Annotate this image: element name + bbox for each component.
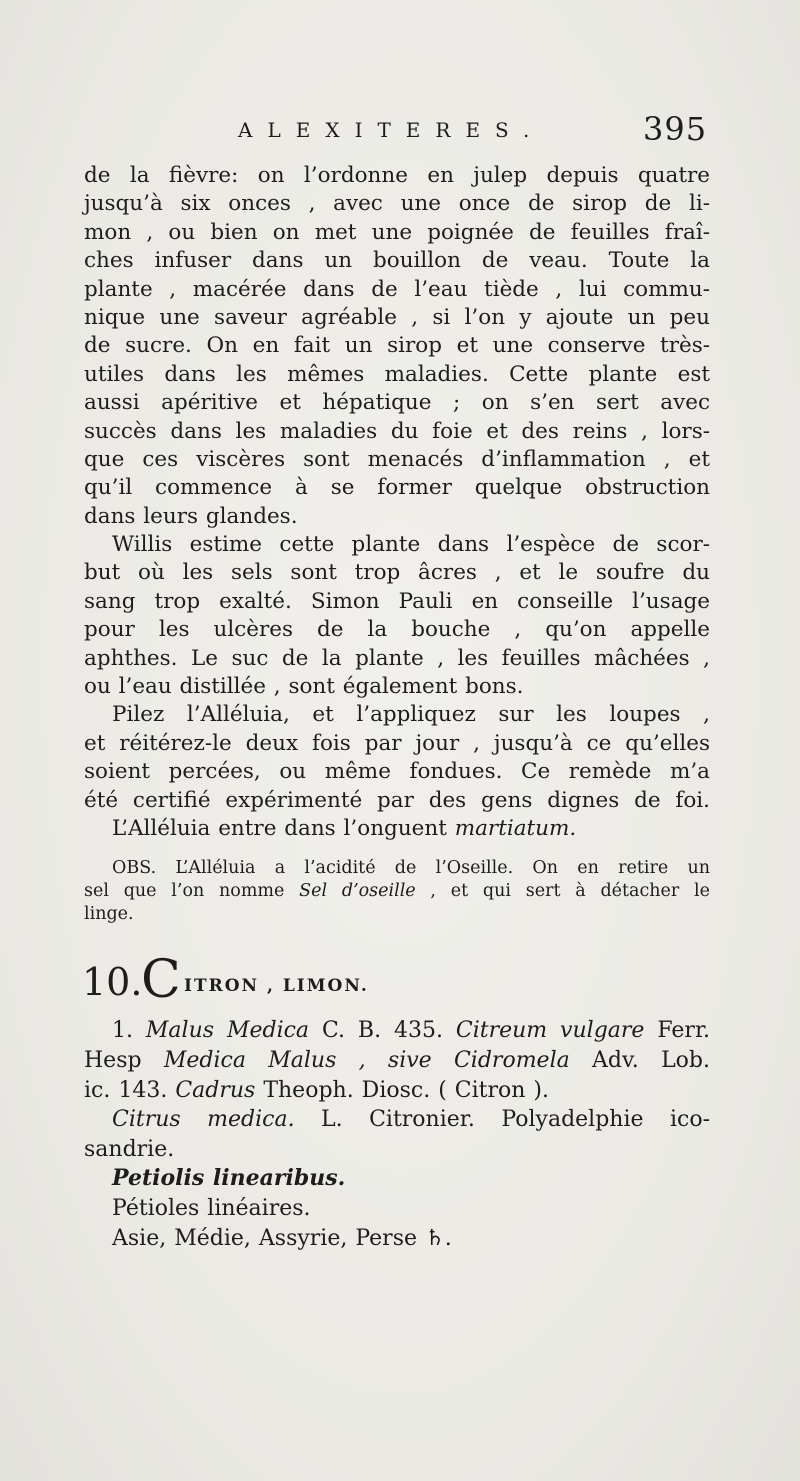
text-line: que ces viscères sont menacés d’inflammation , et	[84, 446, 710, 472]
text-line: utiles dans les mêmes maladies. Cette plante est	[84, 361, 710, 387]
text-line: linge.	[84, 904, 134, 925]
text-line: Willis estime cette plante dans l’espèce de scor-	[112, 532, 710, 558]
text-line: mon , ou bien on met une poignée de feuilles fraî-	[84, 219, 710, 245]
text-line: but où les sels sont trop âcres , et le soufre du	[84, 560, 710, 586]
text-fragment: sel que l’on nomme	[84, 881, 300, 902]
section-title: ITRON , LIMON.	[184, 976, 369, 997]
text-line: jusqu’à six onces , avec une once de sirop de li-	[84, 191, 710, 217]
text-fragment: Hesp	[84, 1047, 164, 1073]
text-fragment: L. Citronier. Polyadelphie ico-	[294, 1107, 710, 1133]
text-line: OBS. L’Alléluia a l’acidité de l’Oseille. On en retire un	[112, 858, 710, 879]
text-line: plante , macérée dans de l’eau tiède , lui commu-	[84, 276, 710, 302]
obs-note	[84, 857, 710, 926]
paragraph-2	[84, 531, 710, 701]
text-fragment: ic. 143.	[84, 1077, 176, 1103]
paragraph-1	[84, 162, 710, 531]
running-head: ALEXITERES.	[238, 118, 545, 142]
text-line: et réitérez-le deux fois par jour , jusqu’à ce qu’elles	[84, 730, 710, 756]
text-line: aussi apéritive et hépatique ; on s’en sert avec	[84, 390, 710, 416]
text-line: nique une saveur agréable , si l’on y ajoute un peu	[84, 304, 710, 330]
entry-line	[84, 1076, 710, 1106]
entry-line	[84, 1105, 710, 1135]
text-line: ches infuser dans un bouillon de veau. Toute la	[84, 248, 710, 274]
botanical-entries	[84, 1016, 710, 1253]
page-header	[0, 110, 800, 156]
italic-fragment: Cadrus	[175, 1077, 256, 1103]
text-line: succès dans les maladies du foie et des reins , lors-	[84, 418, 710, 444]
text-fragment: , et qui sert à détacher le	[415, 881, 710, 902]
text-line: été certifié expérimenté par des gens dignes de foi.	[84, 787, 710, 813]
section-number: 10.	[82, 960, 143, 1005]
entry-line: Asie, Médie, Assyrie, Perse ♄.	[112, 1225, 452, 1251]
text-fragment: Ferr.	[644, 1018, 711, 1044]
text-fragment: L’Alléluia entre dans l’onguent	[112, 815, 455, 841]
text-fragment: Adv. Lob.	[569, 1047, 711, 1073]
text-line: ou l’eau distillée , sont également bons.	[84, 674, 524, 700]
entry-line: Pétioles linéaires.	[112, 1195, 311, 1221]
paragraph-3	[84, 701, 710, 815]
text-line	[84, 880, 710, 903]
text-line: pour les ulcères de la bouche , qu’on appelle	[84, 617, 710, 643]
italic-fragment: Citreum vulgare	[455, 1018, 645, 1044]
text-line: sang trop exalté. Simon Pauli en conseille l’usage	[84, 588, 710, 614]
text-line: de sucre. On en fait un sirop et une conserve très-	[84, 333, 710, 359]
italic-fragment: Malus Medica	[145, 1018, 310, 1044]
text-line: Pilez l’Alléluia, et l’appliquez sur les loupes ,	[112, 702, 710, 728]
text-line: dans leurs glandes.	[84, 503, 298, 529]
section-heading	[84, 952, 710, 1010]
text-fragment: Theoph. Diosc. ( Citron ).	[255, 1077, 549, 1103]
text-line: de la fièvre: on l’ordonne en julep depuis quatre	[84, 163, 710, 188]
text-fragment: C. B. 435.	[309, 1018, 456, 1044]
italic-fragment: Sel d’oseille	[299, 881, 416, 902]
entry-line	[84, 1046, 710, 1076]
page-number: 395	[643, 110, 708, 148]
text-line: aphthes. Le suc de la plante , les feuilles mâchées ,	[84, 645, 710, 671]
entry-line: sandrie.	[84, 1136, 175, 1162]
text-line: qu’il commence à se former quelque obstruction	[84, 475, 710, 501]
text-line	[84, 815, 710, 843]
text-fragment: 1.	[112, 1018, 146, 1044]
text-line: soient percées, ou même fondues. Ce remède m’a	[84, 759, 710, 785]
section-initial: C	[141, 950, 181, 1011]
italic-fragment: martiatum.	[454, 815, 577, 841]
paragraph-4	[84, 815, 710, 843]
italic-fragment: Citrus medica.	[112, 1107, 295, 1133]
italic-fragment: Medica Malus , sive Cidromela	[163, 1047, 570, 1073]
body-text	[84, 162, 710, 1253]
entry-line	[84, 1016, 710, 1046]
entry-line: Petiolis linearibus.	[112, 1165, 346, 1192]
